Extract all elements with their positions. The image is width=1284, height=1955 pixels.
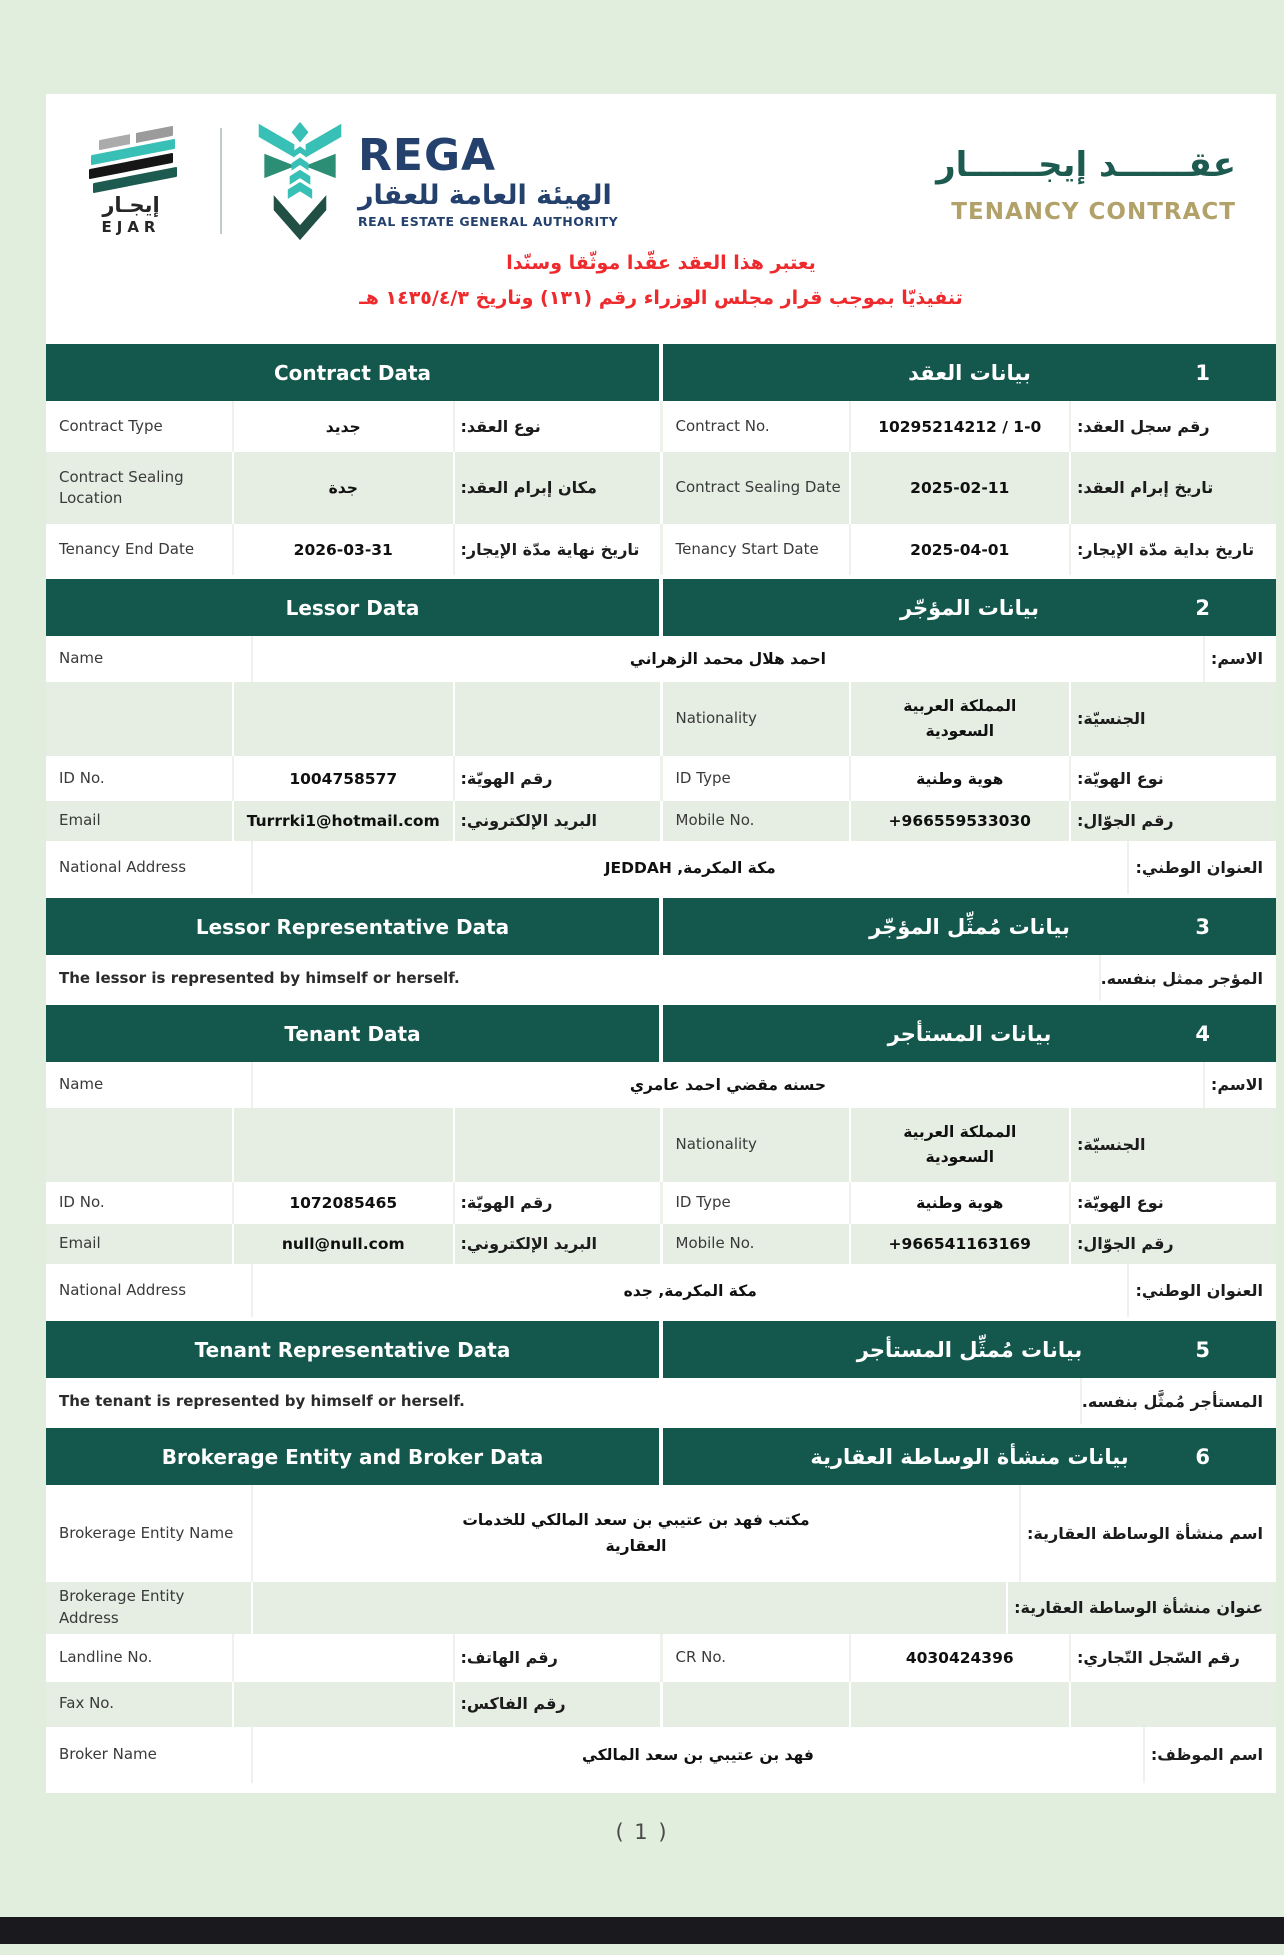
tenant-contact-row — [46, 1224, 1276, 1264]
lessor-id-type-label-ar: نوع الهويّة: — [1071, 756, 1276, 801]
legal-notice-line1: يعتبر هذا العقد عقّدا موثّقا وسنّدا — [506, 252, 816, 274]
lessor-representative-note-ar: المؤجر ممثل بنفسه. — [1101, 955, 1276, 1001]
bottom-bar — [0, 1917, 1284, 1944]
section-title-en: Brokerage Entity and Broker Data — [46, 1428, 659, 1485]
tenant-mobile-value: +966541163169 — [851, 1224, 1070, 1264]
brokerage-address-value — [253, 1582, 1006, 1634]
contract-no-label-ar: رقم سجل العقد: — [1071, 401, 1276, 452]
tenant-name-value: حسنه مقضي احمد عامري — [253, 1062, 1203, 1108]
tenant-id-type-label-ar: نوع الهويّة: — [1071, 1182, 1276, 1224]
document-title — [936, 137, 1236, 225]
section-number: 6 — [1195, 1444, 1210, 1469]
section-title-ar: بيانات منشأة الوساطة العقارية — [810, 1444, 1129, 1469]
fax-value — [234, 1682, 453, 1727]
tenant-representative-note-row — [46, 1378, 1276, 1424]
brokerage-address-label-en: Brokerage Entity Address — [46, 1582, 251, 1634]
fax-label-ar: رقم الفاكس: — [455, 1682, 660, 1727]
section-title-en: Lessor Representative Data — [46, 898, 659, 955]
lessor-national-address-row — [46, 841, 1276, 894]
broker-name-value: فهد بن عتيبي بن سعد المالكي — [253, 1727, 1143, 1783]
contract-type-no-row — [46, 401, 1276, 452]
contract-no-label-en: Contract No. — [663, 401, 849, 452]
section-number: 5 — [1195, 1337, 1210, 1362]
legal-notice — [46, 246, 1276, 316]
contract-no-value: 10295214212 / 1-0 — [851, 401, 1070, 452]
lessor-id-no-value: 1004758577 — [234, 756, 453, 801]
section-title-en: Tenant Representative Data — [46, 1321, 659, 1378]
broker-name-label-ar: اسم الموظف: — [1145, 1727, 1276, 1783]
section-number: 2 — [1195, 595, 1210, 620]
section-title-ar: بيانات مُمثِّل المؤجّر — [869, 914, 1070, 939]
section-number: 3 — [1195, 914, 1210, 939]
document-header — [46, 94, 1276, 242]
lessor-id-no-label-en: ID No. — [46, 756, 232, 801]
tenancy-start-label-en: Tenancy Start Date — [663, 524, 849, 575]
rega-english-name: REAL ESTATE GENERAL AUTHORITY — [358, 213, 619, 229]
ejar-arabic-wordmark: إيجـار — [102, 192, 160, 217]
ejar-latin-wordmark: EJAR — [101, 217, 161, 236]
brokerage-address-row — [46, 1582, 1276, 1634]
rega-logo — [252, 120, 618, 242]
tenant-name-label-ar: الاسم: — [1205, 1062, 1276, 1108]
brokerage-name-value: مكتب فهد بن عتيبي بن سعد المالكي للخدمات العقارية — [253, 1485, 1019, 1582]
brokerage-name-label-en: Brokerage Entity Name — [46, 1485, 251, 1582]
tenancy-end-label-ar: تاريخ نهاية مدّة الإيجار: — [455, 524, 660, 575]
lessor-address-label-ar: العنوان الوطني: — [1129, 841, 1276, 894]
tenant-national-address-row — [46, 1264, 1276, 1317]
brokerage-name-row — [46, 1485, 1276, 1582]
lessor-address-value: مكة المكرمة, JEDDAH — [253, 841, 1127, 894]
lessor-representative-note-row — [46, 955, 1276, 1001]
tenant-id-type-label-en: ID Type — [663, 1182, 849, 1224]
section-lessor-representative-header — [46, 898, 1276, 955]
landline-cr-row — [46, 1634, 1276, 1682]
lessor-nationality-label-ar: الجنسيّة: — [1071, 682, 1276, 756]
lessor-id-type-value: هوية وطنية — [851, 756, 1070, 801]
section-title-en: Contract Data — [46, 344, 659, 401]
ejar-logo — [72, 127, 190, 236]
tenancy-start-label-ar: تاريخ بداية مدّة الإيجار: — [1071, 524, 1276, 575]
broker-name-label-en: Broker Name — [46, 1727, 251, 1783]
rega-wordmark: REGA — [358, 129, 497, 181]
tenant-nationality-label-en: Nationality — [663, 1108, 849, 1182]
sealing-location-date-row — [46, 452, 1276, 524]
tenancy-start-value: 2025-04-01 — [851, 524, 1070, 575]
broker-name-row — [46, 1727, 1276, 1783]
contract-type-value: جديد — [234, 401, 453, 452]
lessor-email-value: Turrrki1@hotmail.com — [234, 801, 453, 841]
lessor-id-no-label-ar: رقم الهويّة: — [455, 756, 660, 801]
section-number: 4 — [1195, 1021, 1210, 1046]
sealing-date-label-en: Contract Sealing Date — [663, 452, 849, 524]
lessor-name-value: احمد هلال محمد الزهراني — [253, 636, 1203, 682]
lessor-mobile-label-en: Mobile No. — [663, 801, 849, 841]
section-brokerage-header — [46, 1428, 1276, 1485]
tenant-id-row — [46, 1182, 1276, 1224]
tenancy-end-value: 2026-03-31 — [234, 524, 453, 575]
contract-document — [46, 94, 1276, 1793]
tenant-nationality-row — [46, 1108, 1276, 1182]
cr-no-label-en: CR No. — [663, 1634, 849, 1682]
contract-type-label-ar: نوع العقد: — [455, 401, 660, 452]
title-arabic: عقــــــد إيجــــــار — [936, 145, 1236, 185]
tenant-id-no-label-en: ID No. — [46, 1182, 232, 1224]
tenant-email-label-en: Email — [46, 1224, 232, 1264]
tenant-email-label-ar: البريد الإلكتروني: — [455, 1224, 660, 1264]
cr-no-label-ar: رقم السّجل التّجاري: — [1071, 1634, 1276, 1682]
tenant-address-value: مكة المكرمة, جده — [253, 1264, 1127, 1317]
fax-label-en: Fax No. — [46, 1682, 232, 1727]
lessor-name-row — [46, 636, 1276, 682]
landline-label-ar: رقم الهاتف: — [455, 1634, 660, 1682]
tenancy-end-label-en: Tenancy End Date — [46, 524, 232, 575]
tenant-id-type-value: هوية وطنية — [851, 1182, 1070, 1224]
cr-no-value: 4030424396 — [851, 1634, 1070, 1682]
page-number: ( 1 ) — [615, 1820, 669, 1844]
section-tenant-representative-header — [46, 1321, 1276, 1378]
tenant-nationality-value: المملكة العربية السعودية — [851, 1108, 1070, 1182]
tenant-name-row — [46, 1062, 1276, 1108]
tenant-id-no-label-ar: رقم الهويّة: — [455, 1182, 660, 1224]
tenant-mobile-label-en: Mobile No. — [663, 1224, 849, 1264]
title-english: TENANCY CONTRACT — [951, 199, 1236, 225]
section-title-en: Lessor Data — [46, 579, 659, 636]
rega-arabic-name: الهيئة العامة للعقار — [358, 179, 612, 211]
brokerage-address-label-ar: عنوان منشأة الوساطة العقارية: — [1008, 1582, 1276, 1634]
lessor-contact-row — [46, 801, 1276, 841]
section-contract-data-header — [46, 344, 1276, 401]
legal-notice-line2: تنفيذيّا بموجب قرار مجلس الوزراء رقم (١٣١) وتاريخ ١٤٣٥/٤/٣ هـ — [359, 287, 963, 310]
section-tenant-data-header — [46, 1005, 1276, 1062]
lessor-nationality-row — [46, 682, 1276, 756]
tenant-name-label-en: Name — [46, 1062, 251, 1108]
lessor-mobile-value: +966559533030 — [851, 801, 1070, 841]
tenant-representative-note-en: The tenant is represented by himself or herself. — [46, 1378, 1080, 1424]
lessor-email-label-ar: البريد الإلكتروني: — [455, 801, 660, 841]
tenant-id-no-value: 1072085465 — [234, 1182, 453, 1224]
lessor-id-type-label-en: ID Type — [663, 756, 849, 801]
landline-label-en: Landline No. — [46, 1634, 232, 1682]
tenant-nationality-label-ar: الجنسيّة: — [1071, 1108, 1276, 1182]
lessor-address-label-en: National Address — [46, 841, 251, 894]
lessor-name-label-ar: الاسم: — [1205, 636, 1276, 682]
tenant-mobile-label-ar: رقم الجوّال: — [1071, 1224, 1276, 1264]
sealing-date-value: 2025-02-11 — [851, 452, 1070, 524]
section-lessor-data-header — [46, 579, 1276, 636]
landline-value — [234, 1634, 453, 1682]
section-title-ar: بيانات المؤجّر — [899, 595, 1040, 620]
ejar-stripes-icon — [87, 127, 175, 185]
brokerage-name-label-ar: اسم منشأة الوساطة العقارية: — [1021, 1485, 1276, 1582]
tenant-representative-note-ar: المستأجر مُمثَّل بنفسه. — [1082, 1378, 1276, 1424]
sealing-date-label-ar: تاريخ إبرام العقد: — [1071, 452, 1276, 524]
logo-divider — [220, 128, 222, 234]
section-title-ar: بيانات العقد — [908, 360, 1031, 385]
sealing-location-value: جدة — [234, 452, 453, 524]
sealing-location-label-en: Contract Sealing Location — [46, 452, 232, 524]
tenant-email-value: null@null.com — [234, 1224, 453, 1264]
lessor-mobile-label-ar: رقم الجوّال: — [1071, 801, 1276, 841]
lessor-representative-note-en: The lessor is represented by himself or herself. — [46, 955, 1099, 1001]
fax-row — [46, 1682, 1276, 1727]
rega-palm-icon — [252, 120, 348, 242]
lessor-id-row — [46, 756, 1276, 801]
tenant-address-label-en: National Address — [46, 1264, 251, 1317]
section-title-ar: بيانات المستأجر — [887, 1021, 1052, 1046]
section-title-ar: بيانات مُمثِّل المستأجر — [856, 1337, 1083, 1362]
section-number: 1 — [1195, 360, 1210, 385]
tenancy-dates-row — [46, 524, 1276, 575]
section-title-en: Tenant Data — [46, 1005, 659, 1062]
sealing-location-label-ar: مكان إبرام العقد: — [455, 452, 660, 524]
lessor-nationality-value: المملكة العربية السعودية — [851, 682, 1070, 756]
tenant-address-label-ar: العنوان الوطني: — [1129, 1264, 1276, 1317]
lessor-name-label-en: Name — [46, 636, 251, 682]
lessor-email-label-en: Email — [46, 801, 232, 841]
lessor-nationality-label-en: Nationality — [663, 682, 849, 756]
contract-type-label-en: Contract Type — [46, 401, 232, 452]
